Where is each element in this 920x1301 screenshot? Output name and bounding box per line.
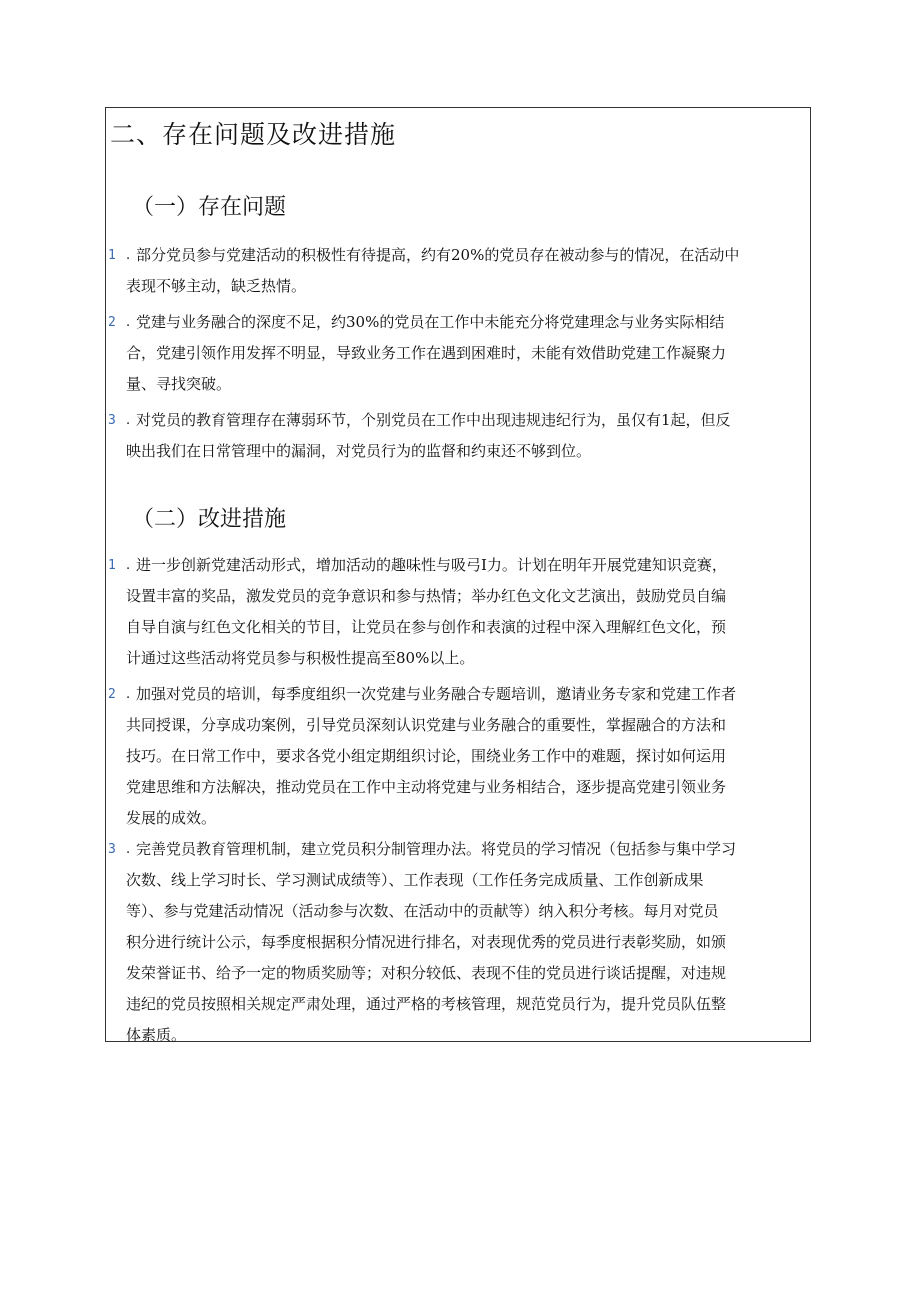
list-number: 1 — [108, 248, 116, 263]
list-dot: . — [126, 558, 131, 573]
paragraph-line: 党建与业务融合的深度不足，约30%的党员在工作中未能充分将党建理念与业务实际相结 — [136, 313, 725, 331]
paragraph-line: 自导自演与红色文化相关的节目，让党员在参与创作和表演的过程中深入理解红色文化，预 — [126, 618, 727, 636]
list-dot: . — [126, 687, 131, 702]
paragraph-line: 表现不够主动，缺乏热情。 — [126, 277, 307, 295]
paragraph-line: 技巧。在日常工作中，要求各党小组定期组织讨论，围绕业务工作中的难题，探讨如何运用 — [126, 747, 727, 765]
paragraph-line: 量、寻找突破。 — [126, 375, 232, 393]
paragraph-line: 映出我们在日常管理中的漏洞，对党员行为的监督和约束还不够到位。 — [126, 442, 592, 460]
paragraph-line: 党建思维和方法解决，推动党员在工作中主动将党建与业务相结合，逐步提高党建引领业务 — [126, 778, 727, 796]
list-number: 2 — [108, 687, 116, 702]
list-dot: . — [126, 842, 131, 857]
paragraph-line: 完善党员教育管理机制，建立党员积分制管理办法。将党员的学习情况（包括参与集中学习 — [136, 840, 737, 858]
paragraph-line: 积分进行统计公示，每季度根据积分情况进行排名，对表现优秀的党员进行表彰奖励，如颁 — [126, 933, 727, 951]
paragraph-line: 违纪的党员按照相关规定严肃处理，通过严格的考核管理，规范党员行为，提升党员队伍整 — [126, 995, 727, 1013]
paragraph-line: 加强对党员的培训，每季度组织一次党建与业务融合专题培训，邀请业务专家和党建工作者 — [136, 685, 737, 703]
paragraph-line: 共同授课，分享成功案例，引导党员深刻认识党建与业务融合的重要性，掌握融合的方法和 — [126, 716, 727, 734]
subsection-title-measures: （二）改进措施 — [132, 507, 287, 532]
paragraph-line: 发荣誉证书、给予一定的物质奖励等；对积分较低、表现不佳的党员进行谈话提醒，对违规 — [126, 964, 727, 982]
document-frame — [105, 107, 811, 1042]
paragraph-line: 对党员的教育管理存在薄弱环节，个别党员在工作中出现违规违纪行为，虽仅有1起，但反 — [136, 411, 731, 429]
list-number: 1 — [108, 558, 116, 573]
paragraph-line: 计通过这些活动将党员参与积极性提高至80%以上。 — [126, 649, 475, 667]
section-title: 二、存在问题及改进措施 — [110, 120, 397, 149]
list-number: 3 — [108, 413, 116, 428]
paragraph-line: 进一步创新党建活动形式，增加活动的趣味性与吸弓I力。计划在明年开展党建知识竞赛， — [136, 556, 727, 574]
list-number: 2 — [108, 315, 116, 330]
paragraph-line: 发展的成效。 — [126, 809, 217, 827]
paragraph-line: 体素质。 — [126, 1026, 187, 1044]
paragraph-line: 次数、线上学习时长、学习测试成绩等）、工作表现（工作任务完成质量、工作创新成果 — [126, 871, 704, 889]
list-dot: . — [126, 315, 131, 330]
list-dot: . — [126, 413, 131, 428]
paragraph-line: 等）、参与党建活动情况（活动参与次数、在活动中的贡献等）纳入积分考核。每月对党员 — [126, 902, 719, 920]
paragraph-line: 设置丰富的奖品，激发党员的竞争意识和参与热情；举办红色文化文艺演出，鼓励党员自编 — [126, 587, 727, 605]
paragraph-line: 部分党员参与党建活动的积极性有待提高，约有20%的党员存在被动参与的情况，在活动中 — [136, 246, 740, 264]
list-dot: . — [126, 248, 131, 263]
subsection-title-problems: （一）存在问题 — [132, 195, 287, 220]
list-number: 3 — [108, 842, 116, 857]
paragraph-line: 合，党建引领作用发挥不明显，导致业务工作在遇到困难时，未能有效借助党建工作凝聚力 — [126, 344, 727, 362]
